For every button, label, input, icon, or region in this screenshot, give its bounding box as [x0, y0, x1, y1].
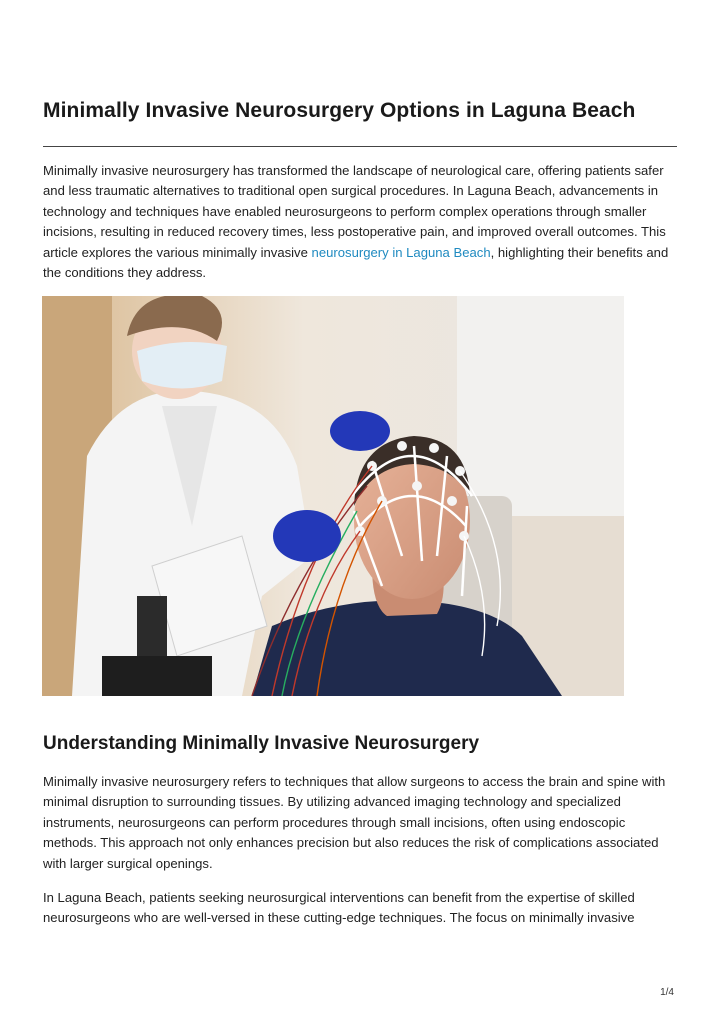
section-paragraph-2: In Laguna Beach, patients seeking neurosurgical interventions can benefit from the expertise of skilled neurosurgeons who are well-versed in these cutting-edge techniques. The focus on minimally invasive	[43, 890, 635, 926]
page-title: Minimally Invasive Neurosurgery Options in Laguna Beach	[43, 99, 636, 122]
section-paragraph-1: Minimally invasive neurosurgery refers to techniques that allow surgeons to access the brain and spine with minimal disruption to surrounding tissues. By utilizing advanced imaging technology and specialized instruments, neurosurgeons can perform procedures through small incisions, often using endoscopic methods. This approach not only enhances precision but also reduces the risk of complications associated with larger surgical openings.	[43, 774, 666, 871]
title-divider	[43, 146, 677, 147]
intro-text-end: , highlighting their benefits and the conditions they address.	[43, 244, 669, 281]
intro-text-start: Minimally invasive neurosurgery has transformed the landscape of neurological care, offering patients safer and less traumatic alternatives to traditional open surgical procedures. In Laguna Beach, advancements in technology and techniques have enabled neurosurgeons to perform complex operations through smaller incisions, resulting in reduced recovery times, less postoperative pain, and improved overall outcomes. This article explores the various minimally invasive	[43, 163, 666, 260]
section-heading: Understanding Minimally Invasive Neurosurgery	[43, 733, 480, 754]
intro-paragraph	[43, 161, 679, 283]
page-number: 1/4	[660, 987, 674, 998]
neurosurgery-link[interactable]: neurosurgery in Laguna Beach	[311, 244, 491, 260]
eeg-photo	[42, 296, 624, 696]
